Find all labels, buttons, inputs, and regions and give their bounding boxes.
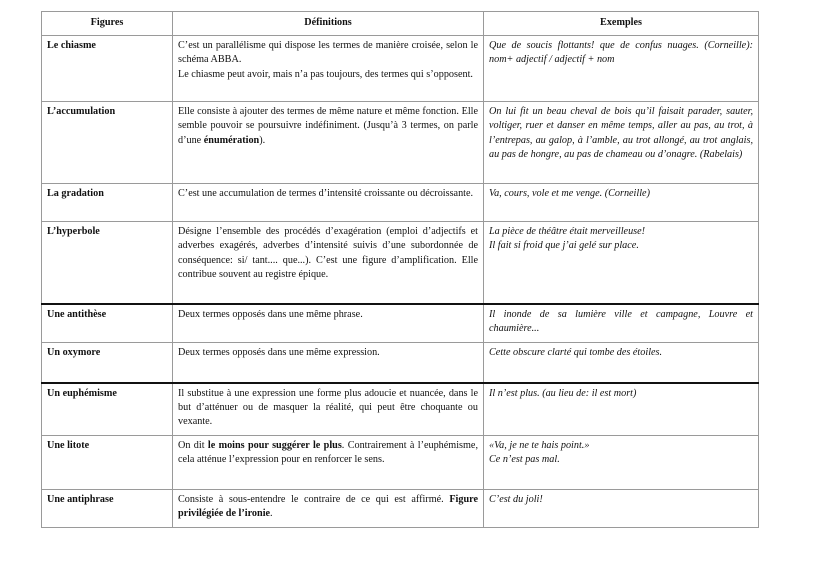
figure-cell: La gradation <box>42 184 173 222</box>
table-row-hyperbole <box>42 222 759 304</box>
header-examples: Exemples <box>484 12 759 36</box>
table-row-antiphrase <box>42 490 759 528</box>
figure-cell: Un euphémisme <box>42 383 173 436</box>
definition-text: Elle consiste à ajouter des termes de même nature et même fonction. Elle semble pouvoir se poursuivre indéfiniment. (Jusqu’à 3 termes, on parle d’une <box>178 106 478 146</box>
definition-cell: C’est une accumulation de termes d’intensité croissante ou décroissante. <box>173 184 484 222</box>
example-cell <box>484 436 759 490</box>
definition-cell: Désigne l’ensemble des procédés d’exagération (emploi d’adjectifs et adverbes exagérés, adverbes d’intensité suivis d’une subordonnée de conséquence: si/ tant.... que...). C’est une figure d’amplification. Elle contribue souvent au registre épique. <box>173 222 484 304</box>
definition-text-end: . <box>270 508 273 520</box>
definition-cell <box>173 36 484 102</box>
example-cell: Que de soucis flottants! que de confus nuages. (Corneille): nom+ adjectif / adjectif + nom <box>484 36 759 102</box>
example-line: Il fait si froid que j’ai gelé sur place. <box>489 240 639 252</box>
header-figures: Figures <box>42 12 173 36</box>
figures-table <box>41 11 759 528</box>
definition-text-end: . Contrairement à l’euphémisme, cela atténue l’expression pour en renforcer le sens. <box>178 440 478 466</box>
figure-cell: L’accumulation <box>42 102 173 184</box>
definition-emphasis: énumération <box>203 134 260 146</box>
example-line: La pièce de théâtre était merveilleuse! <box>489 226 646 237</box>
definition-text: Consiste à sous-entendre le contraire de ce qui est affirmé. <box>178 494 450 505</box>
table-row-accumulation <box>42 102 759 184</box>
example-line: «Va, je ne te hais point.» <box>489 440 590 451</box>
figure-cell: L’hyperbole <box>42 222 173 304</box>
table-header-row <box>42 12 759 36</box>
figure-cell: Un oxymore <box>42 343 173 383</box>
header-definitions: Définitions <box>173 12 484 36</box>
figure-cell: Une antithèse <box>42 304 173 343</box>
example-cell: C’est du joli! <box>484 490 759 528</box>
definition-cell: On dit le moins pour suggérer le plus. Contrairement à l’euphémisme, cela atténue l’expression pour en renforcer le sens. <box>173 436 484 490</box>
example-cell <box>484 222 759 304</box>
definition-line: Le chiasme peut avoir, mais n’a pas toujours, des termes qui s’opposent. <box>178 68 473 80</box>
example-cell: Cette obscure clarté qui tombe des étoiles. <box>484 343 759 383</box>
definition-cell: Il substitue à une expression une forme plus adoucie et nuancée, dans le but d’atténuer ou de masquer la réalité, qui peut être choquante ou vexante. <box>173 383 484 436</box>
table-row-gradation <box>42 184 759 222</box>
example-cell: Il inonde de sa lumière ville et campagne, Louvre et chaumière... <box>484 304 759 343</box>
definition-emphasis: Figure privilégiée de l’ironie <box>178 494 478 520</box>
table-row-antithese <box>42 304 759 343</box>
definition-text-end: ). <box>259 134 266 146</box>
definition-line: C’est un parallélisme qui dispose les termes de manière croisée, selon le schéma ABBA. <box>178 40 478 66</box>
table-row-euphemisme <box>42 383 759 436</box>
table-row-chiasme <box>42 36 759 102</box>
example-cell: On lui fit un beau cheval de bois qu’il faisait parader, sauter, voltiger, ruer et danser en même temps, aller au pas, au trot, à l’entrepas, au galop, à l’amble, au trot allongé, au trot anglais, au pas de hongre, au pas de chameau ou d’onagre. (Rabelais) <box>484 102 759 184</box>
example-cell: Va, cours, vole et me venge. (Corneille) <box>484 184 759 222</box>
definition-cell: Deux termes opposés dans une même phrase. <box>173 304 484 343</box>
table-row-litote <box>42 436 759 490</box>
definition-cell: Deux termes opposés dans une même expression. <box>173 343 484 383</box>
figure-cell: Une litote <box>42 436 173 490</box>
definition-cell <box>173 490 484 528</box>
example-line: Ce n’est pas mal. <box>489 454 560 466</box>
figure-cell: Le chiasme <box>42 36 173 102</box>
definition-cell <box>173 102 484 184</box>
figure-cell: Une antiphrase <box>42 490 173 528</box>
table-row-oxymore <box>42 343 759 383</box>
definition-emphasis: le moins pour suggérer le plus <box>207 440 342 451</box>
example-cell: Il n’est plus. (au lieu de: il est mort) <box>484 383 759 436</box>
